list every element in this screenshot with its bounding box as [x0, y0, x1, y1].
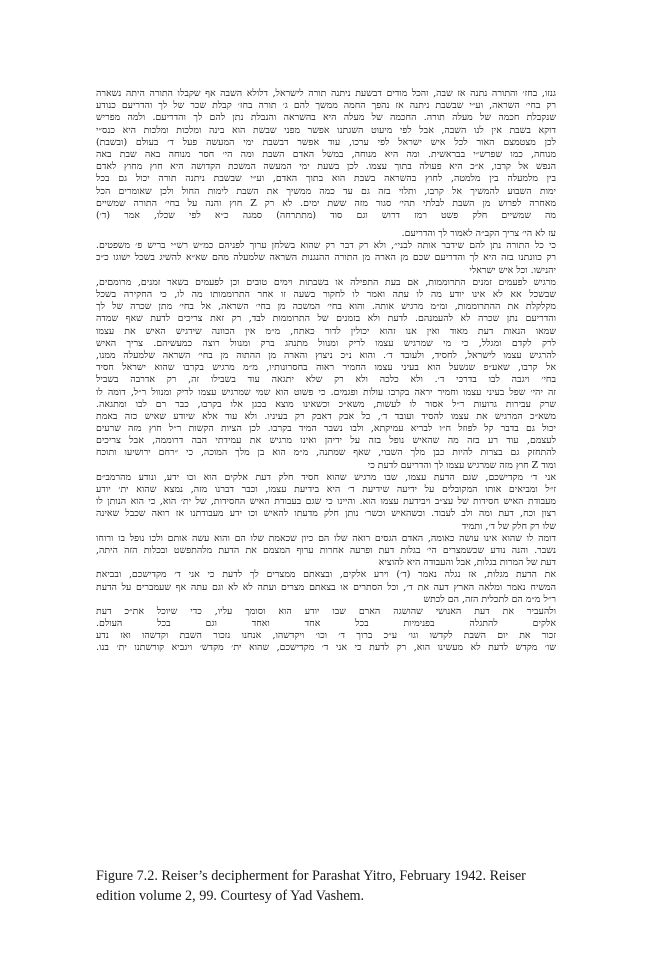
transcription-line: ימות השבוע להמשיך אל קרבו, ותלוי בזה גם עד כמה ממשיך את השבת לימות החול ולכן שאומרים הכל — [96, 185, 556, 197]
transcription-line: ולהעביר את דעת האנושי שהושגה הארם שבו יודע הוא וסומך עליו, כדי שיוכל את״כ דעת — [96, 605, 556, 617]
transcription-line: והדריעם נתן שכרה לא להעמנהם. לדעת ולא בזמנים של התרוממות לבד, רק זאת צריכים לדעת שאף שמדה — [96, 313, 556, 325]
transcription-line: אלקים להתגלה בפנימיות בכל אחד ואחד וגם בכל העולם. — [96, 618, 556, 630]
transcription-line: ר״ל מ״מ הם לתכלית הזה, הם לכתש — [423, 593, 556, 605]
transcription-line: להרגיש עצמו לישראל, לחסיד, ולעובד ד׳. והוא נ״כ ניצוץ והארה מן ההתוה מן בחי׳ השראה שלמעלה ממנו, — [96, 349, 556, 361]
transcription-line: מרגיש לפעמים זמנים התרוממות, אם בעת התפילה או בשבתות וימים טובים וכן לפעמים בשאר זמנים, מרומםים, — [96, 276, 556, 288]
transcription-line: רק כוונתנו בזה היא לך והדריעם שכם מן הארה מן התורה ההנגנות השראה שלמעלה מהם שא״א להשיג בשכל ישוגו כ״כ — [96, 252, 556, 264]
transcription-line: שמאו הנאות דעת מאוד ואין אנו זהוא יכולין לדור כאתח, מ״מ אין הכוונה שידגיש האיש את עצמו — [96, 325, 556, 337]
transcription-line: המשיח נאמר ומלאה הארץ דעה את ד׳, וכל הסתרים או בצאתם מצרים ועתה לא לא וגם עתה אף שעמברים על הדעת — [96, 581, 556, 593]
transcription-line: בין מלמעלה בין מלמטה, לחוץ בהשראה בשבת הוא בתוך האדם, וע״י שבשבת ניתנה תורה יכול גם בכל — [96, 173, 556, 185]
transcription-line: מאחרה לפרוש מן השבת לבלתי תהי׳ סגור מזה ששת ימים. לא רק Z חוץ והנה על בחי׳ התורה שמשיים — [96, 197, 556, 209]
transcription-line: לכן מצטמצם האור לכל איש ישראל לפי ערכו, עוד אפשר דבשבת ימי המעשה פעל ד׳ בעולם (ובשבת) — [96, 136, 556, 148]
transcription-line: הנפש אל קרבו, א״כ היא פעולה בתוך עצמו. לכן בשעת ימי המעשה המשכת הקדושה היא חוץ מחוץ לאדם — [96, 161, 556, 173]
transcription-line: דעת של המרות בגלות, אבל והעבודה היא להוציא — [378, 557, 556, 569]
transcription-line: שנקבלת חכמה של מעלה תורה. החכמה של מעלה היא בהשראה והנבלת נתן להם לך והדריעם. ולמה מפריש — [96, 112, 556, 124]
transcription-line: שבשכל אא לא אינו יודע מה לו עתה ואמר לו לחקור בשעה זו אחר התרוממותו מה לו, כי החקירה בשכל — [96, 289, 556, 300]
transcription-line: ז״ל ומביאים אותו המקובלים על ידיעה שידיעת ד׳ היא בידיעת עצמו, וכבר דברנו מזה, נמצא שהוא ית׳ יודע — [96, 484, 556, 495]
transcription-line: לעצמם, עוד רע בזה מה שהאיש נופל בזה על ידיהן ואינו מרגיש את עמידתי הבה דרוממה, אבל צריכים — [96, 435, 556, 447]
figure-caption: Figure 7.2. Reiser’s decipherment for Parashat Yitro, February 1942. Reiser edition volume 2, 99. Courtesy of Yad Vashem. — [96, 868, 526, 904]
transcription-line: דוקא בשבת אין לנו השבה, אבל לפי מיעוט השגתנו אפשר מפני שבשת הוא בינה ומלכות ומלכות היא כנס״י — [96, 124, 556, 136]
transcription-line: רצון וכח, דעת ומה ולב לעבוד. וכשהאיש וכשר׳ נותן חלק מדעתו להאיש וכו ידע מעבודתנו אז רואה שכבל שאינה — [96, 508, 556, 520]
manuscript-transcription — [96, 88, 556, 840]
transcription-line: בחי׳ ויגבה לבו בדרכי ד׳. ולא כלכה ולא רק שלא יתגאה עוד בשבילו זה, רק אדרבה בשביל — [96, 374, 556, 386]
transcription-line: נשבר. והנה נודע שכשמצרים הי׳ בגלות דעת ופרעה אחרות ערוף המצמם את הדעת מלהתפשט ובכלות הזה היתה, — [96, 544, 556, 556]
transcription-line: מעבודת האיש חסידות של עצ״ב ויבידעת עצמו הוא. והיינו כי שגם בעבודת האיש החסידות, של ית׳ הוא, כי הוא הנותן לו — [96, 496, 556, 508]
transcription-line: יכול גם בדבר קל לפוזל ח״ו לבריא עמיקתא, ולבו נשבר המיד בקרבו. לכן הציות הקשות ר״ל חוץ מזה שרעים — [96, 423, 556, 435]
transcription-line: להתחזק גם בצרות להיות כבן מלך השבוי, שאף שמתנה, מ״מ הוא בן מלך המוכה, כי ״רחם ירושיעו ותוכח — [96, 447, 556, 459]
transcription-line: שו׳ מקדש לדעת לא מעשינו הוא, רק לדעת כי אני ד׳ מקדישכם, שהוא ית׳ מקדש׳ ויגביא קורשתנו ית׳ בנו. — [96, 642, 556, 654]
transcription-line: את הדעת מגלות, אז נגלה נאמר (ד׳) וירע אלקים, ובצאתם ממצרים לך לדעת כי אני ד׳ מקדישכם, ובביאת — [96, 569, 556, 581]
transcription-line: כי כל התורה נתן להם שידבר אותה לבני״, ולא רק דבר רק שהוא בשלחן ערוך לפניהם כמ״ש רש״י בריש פ׳ משפטים. — [96, 240, 556, 252]
transcription-line: יהנישו. וכל איש ישראלי — [469, 264, 556, 276]
transcription-line: גנזו, בחז׳ והתורה נתנה אז שבה, והכל מודים דבשעת ניתנה תורה לישראל, דלולא השבה אף שקבלו התורה היתה נשארה — [96, 88, 556, 99]
transcription-line: דומה לו שהוא אינו עושה כאומה, האדם הגסים רואה שלו הם כיון שכאמת שלו הם והוא עשה אותם ולכו נופל בו ורוחו — [96, 532, 556, 544]
transcription-line: ומוד Z חוץ מזה שמרגיש עצמו לך והדריעם לדעת כי — [367, 459, 556, 471]
transcription-line: זכור את יום השבת לקדשו וגו׳ ע״כ ברוך ד׳ וכו׳ ויקדשהו, אנחנו נזכור השבת וקדשהו ואז נדע — [96, 630, 556, 642]
transcription-line: עז לא הי׳ צריך הקב״ה לאמור לך והדריעם. — [401, 228, 556, 240]
transcription-line: מקלקלת את ההתרוממות, ומ״מ מרגיש אותה. והוא בחי׳ המשכה מן בחי׳ השראה, אל בחי׳ מתן שכרה של לך — [96, 301, 556, 313]
transcription-line: אני ד׳ מקדישכם, שגם הדעת עצמו, שבו מרגיש שהוא חסיד חלק דעת אלקים הוא וכו ידע, ונודע מהרמב״ם — [96, 471, 556, 483]
transcription-line: רק בחי׳ השראה, וע״י שבשבת ניתנה אז נהפך החמה ממשך להם ג׳ תורה בחז׳ קבלת שכר של לך והדריעם כנודע — [96, 100, 556, 112]
transcription-line: לרק לקדם ומגלל, כי מי שמרגיש עצמו לריק ומנוול מתנהג ברק ומנוול רוצה כמעשיהם. צריך האיש — [96, 337, 556, 349]
transcription-line: זה יהי׳ שפל בעיני עצמו וחמיר יראה בקרבו עולות ופגמים. כי פשוט הוא שמי שמרגיש עצמו לריק ומנוול ר״ל, דומה לו — [96, 386, 556, 398]
transcription-line: שרק עבירות גרועות ר״ל אסור לו לעשות, משא״כ וכשאינו מוצא בכגן אלו בקרבו, כבר רם לבו ומתגאה. — [96, 398, 556, 410]
transcription-line: משא״כ המרגיש את עצמו להסיד ועובד ד׳, כל אבק דאבק רק בעיניו. ולא עוד אלא שיודע שאיש כזה באמת — [96, 410, 556, 422]
transcription-line: מנוחה, כמו שפרש״י בבראשית. ומה היא מנוחה, במשל האדם השבת ומה הי׳ חסר מנוחה באה שבת באה — [96, 148, 556, 160]
transcription-line: אל קרבו, שאע״פ שנשעל הוא בעיני עצמו החמיר ראוה בחסרונותיו, מ״מ מרגיש בקרבו שהוא ישראל חסיד — [96, 362, 556, 374]
transcription-line: מה שמשיים חלק פשט רמז דרוש וגם סוד (מתתרחה) סמגה כ״א לפי שכלו, אמר (ד׳) — [96, 209, 556, 221]
transcription-line: שלו רק חלק של ד׳, ותמיד — [461, 520, 556, 532]
